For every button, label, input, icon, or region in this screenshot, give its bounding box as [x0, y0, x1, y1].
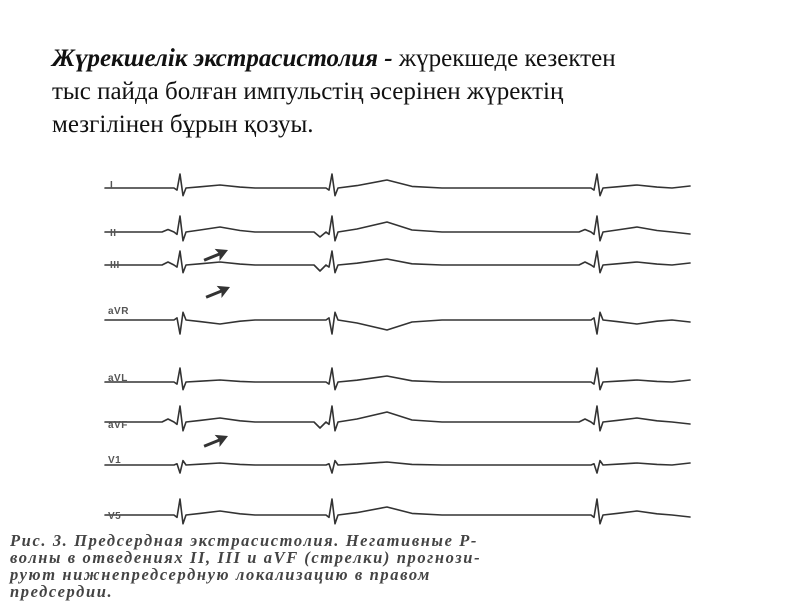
lead-label-avf: aVF — [108, 420, 128, 431]
caption-line-1: Рис. 3. Предсердная экстрасистолия. Негативные Р- — [10, 531, 479, 550]
lead-label-v1: V1 — [108, 455, 122, 466]
lead-label-ii: II — [110, 228, 117, 239]
lead-label-iii: III — [110, 260, 120, 271]
ecg-figure — [100, 160, 700, 530]
lead-label-avr: aVR — [108, 306, 129, 317]
lead-label-i: I — [110, 180, 114, 191]
heading-term: Жүрекшелік экстрасистолия - — [52, 45, 393, 72]
ecg-trace-ii — [105, 216, 690, 241]
heading-definition-3: мезгілінен бұрын қозуы. — [52, 111, 314, 138]
ecg-trace-v1 — [105, 461, 690, 473]
ecg-trace-avl — [105, 368, 690, 390]
heading-definition-1: жүрекшеде кезектен — [392, 45, 616, 72]
ecg-trace-avr — [105, 312, 690, 334]
heading-definition-2: тыс пайда болған импульстің әсерінен жүректің — [52, 78, 564, 105]
lead-label-v5: V5 — [108, 511, 122, 522]
ecg-trace-iii — [105, 251, 690, 273]
arrow-icon — [204, 281, 233, 303]
ecg-trace-v5 — [105, 499, 690, 524]
slide-heading — [52, 42, 752, 141]
figure-caption — [10, 532, 790, 600]
ecg-trace-i — [105, 174, 690, 196]
caption-line-4: предсердии. — [10, 582, 114, 601]
caption-line-2: волны в отведениях II, III и aVF (стрелки) прогнози- — [10, 548, 482, 567]
arrow-icon — [202, 430, 231, 452]
ecg-traces — [100, 160, 700, 530]
caption-line-3: руют нижнепредсердную локализацию в правом — [10, 565, 431, 584]
lead-label-avl: aVL — [108, 373, 128, 384]
ecg-trace-avf — [105, 406, 690, 431]
